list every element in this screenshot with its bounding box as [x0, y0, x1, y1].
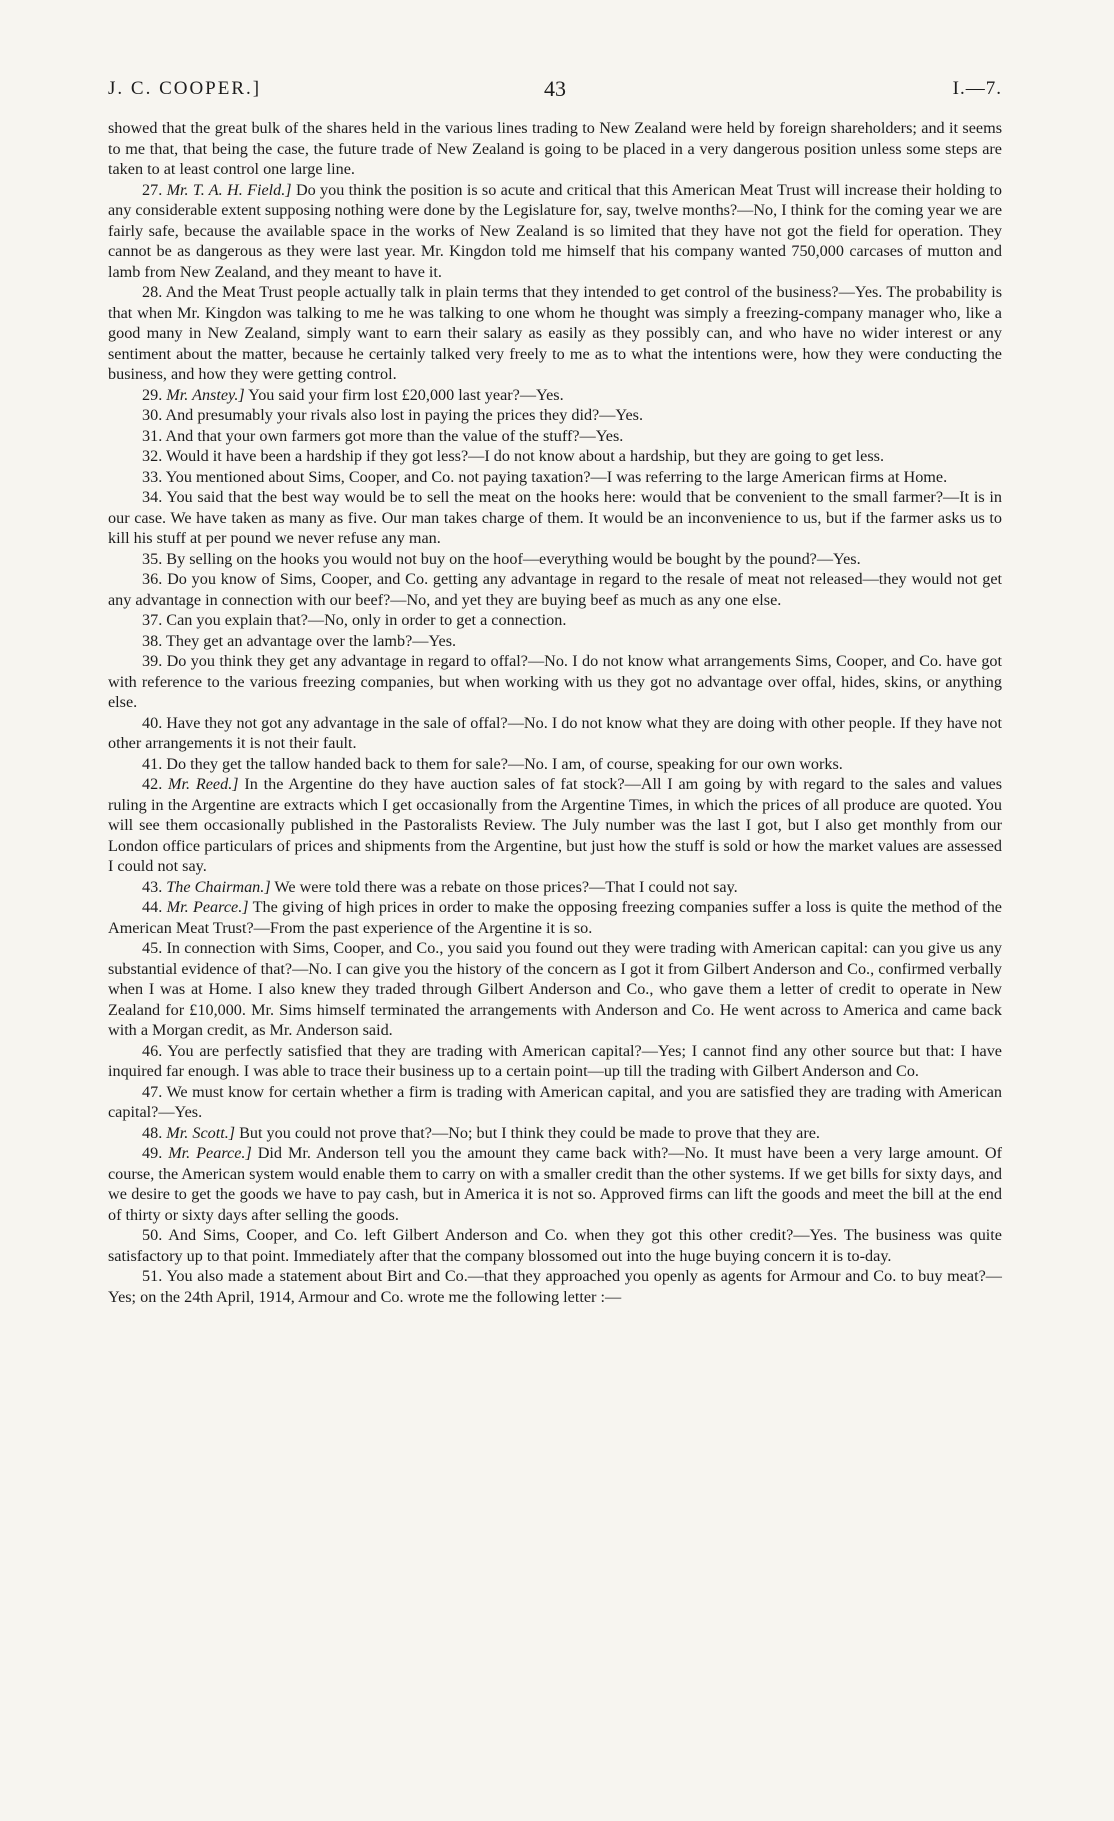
paragraph: 34. You said that the best way would be to sell the meat on the hooks here: would that be convenient to the small farmer?—It is in our case. We have taken as many as five. Our man takes charge of them. It would be an inconvenience to us, but if the farmer asks us to kill his stuff at per pound we never refuse any man.: [108, 488, 1002, 547]
paragraph: 47. We must know for certain whether a firm is trading with American capital, and you are satisfied they are trading with American capital?—Yes.: [108, 1082, 1002, 1121]
paragraph: 33. You mentioned about Sims, Cooper, and Co. not paying taxation?—I was referring to the large American firms at Home.: [142, 467, 948, 486]
paragraph: 48. Mr. Scott.] But you could not prove that?—No; but I think they could be made to prove that they are.: [142, 1123, 820, 1142]
paragraph: showed that the great bulk of the shares held in the various lines trading to New Zealand were held by foreign shareholders; and it seems to me that, that being the case, the future trade of New Zealand is going to be placed in a very dangerous position unless some steps are taken to at least control one large line.: [108, 119, 1002, 178]
document-body: [108, 118, 1002, 1307]
paragraph: 27. Mr. T. A. H. Field.] Do you think the position is so acute and critical that this American Meat Trust will increase their holding to any considerable extent supposing nothing were done by the Legislature for, say, twelve months?—No, I think for the coming year we are fairly safe, because the available space in the works of New Zealand is so limited that they have not got the field for operation. They cannot be as dangerous as they were last year. Mr. Kingdon told me himself that his company wanted 750,000 carcases of mutton and lamb from New Zealand, and they meant to have it.: [108, 180, 1003, 281]
paragraph: 31. And that your own farmers got more than the value of the stuff?—Yes.: [142, 426, 624, 445]
paragraph: 41. Do they get the tallow handed back to them for sale?—No. I am, of course, speaking for our own works.: [142, 754, 843, 773]
paragraph: 42. Mr. Reed.] In the Argentine do they have auction sales of fat stock?—All I am going by with regard to the sales and values ruling in the Argentine are extracts which I get occasionally from the Argentine Times, in which the prices of all produce are quoted. You will see them occasionally published in the Pastoralists Review. The July number was the last I got, but I also get monthly from our London office particulars of prices and shipments from the Argentine, but just how the stuff is sold or how the market values are assessed I could not say.: [108, 775, 1003, 875]
page-number: 43: [544, 76, 566, 101]
document-reference: I.—7.: [952, 78, 1002, 99]
paragraph: 51. You also made a statement about Birt and Co.—that they approached you openly as agents for Armour and Co. to buy meat?—Yes; on the 24th April, 1914, Armour and Co. wrote me the following letter :—: [108, 1267, 1002, 1306]
paragraph: 37. Can you explain that?—No, only in order to get a connection.: [142, 611, 567, 629]
paragraph: 30. And presumably your rivals also lost in paying the prices they did?—Yes.: [142, 406, 644, 424]
paragraph: 32. Would it have been a hardship if they got less?—I do not know about a hardship, but they are going to get less.: [142, 447, 884, 465]
paragraph: 49. Mr. Pearce.] Did Mr. Anderson tell you the amount they came back with?—No. It must have been a very large amount. Of course, the American system would enable them to carry on with a smaller credit than the other systems. If we get bills for sixty days, and we desire to get the goods we have to pay cash, but in America it is not so. Approved firms can lift the goods and meet the bill at the end of thirty or sixty days after selling the goods.: [108, 1144, 1003, 1224]
paragraph: 38. They get an advantage over the lamb?—Yes.: [142, 631, 457, 650]
paragraph: 40. Have they not got any advantage in the sale of offal?—No. I do not know what they are doing with other people. If they have not other arrangements it is not their fault.: [108, 713, 1002, 752]
paragraph: 28. And the Meat Trust people actually talk in plain terms that they intended to get control of the business?—Yes. The probability is that when Mr. Kingdon was talking to me he was talking to one whom he thought was simply a freezing-company manager who, like a good many in New Zealand, simply want to earn their salary as easily as they possibly can, and who have no wider interest or any sentiment about the matter, because he certainly talked very freely to me as to what the intentions were, how they were conducting the business, and how they were getting control.: [108, 283, 1003, 383]
paragraph: 36. Do you know of Sims, Cooper, and Co. getting any advantage in regard to the resale of meat not released—they would not get any advantage in connection with our beef?—No, and yet they are buying beef as much as any one else.: [108, 570, 1003, 609]
paragraph: 39. Do you think they get any advantage in regard to offal?—No. I do not know what arrangements Sims, Cooper, and Co. have got with reference to the various freezing companies, but when working with us they got no advantage over offal, hides, skins, or anything else.: [108, 652, 1003, 711]
paragraph: 46. You are perfectly satisfied that they are trading with American capital?—Yes; I cannot find any other source but that: I have inquired far enough. I was able to trace their business up to a certain point—up till the trading with Gilbert Anderson and Co.: [108, 1041, 1002, 1080]
paragraph: 50. And Sims, Cooper, and Co. left Gilbert Anderson and Co. when they got this other credit?—Yes. The business was quite satisfactory up to that point. Immediately after that the company blossomed out into the huge buying concern it is to-day.: [108, 1226, 1002, 1265]
paragraph: 45. In connection with Sims, Cooper, and Co., you said you found out they were trading with American capital: can you give us any substantial evidence of that?—No. I can give you the history of the concern as I got it from Gilbert Anderson and Co., confirmed verbally when I was at Home. I also knew they traded through Gilbert Anderson and Co., who gave them a letter of credit to operate in New Zealand for £10,000. Mr. Sims himself terminated the arrangements with Anderson and Co. He went across to America and came back with a Morgan credit, as Mr. Anderson said.: [108, 939, 1003, 1039]
paragraph: 43. The Chairman.] We were told there was a rebate on those prices?—That I could not say.: [142, 877, 738, 896]
page-header: [108, 78, 1002, 110]
paragraph: 29. Mr. Anstey.] You said your firm lost £20,000 last year?—Yes.: [142, 385, 564, 404]
witness-name: J. C. COOPER.]: [108, 78, 262, 99]
paragraph: 44. Mr. Pearce.] The giving of high prices in order to make the opposing freezing companies suffer a loss is quite the method of the American Meat Trust?—From the past experience of the Argentine it is so.: [108, 898, 1002, 937]
paragraph: 35. By selling on the hooks you would not buy on the hoof—everything would be bought by the pound?—Yes.: [142, 549, 861, 568]
